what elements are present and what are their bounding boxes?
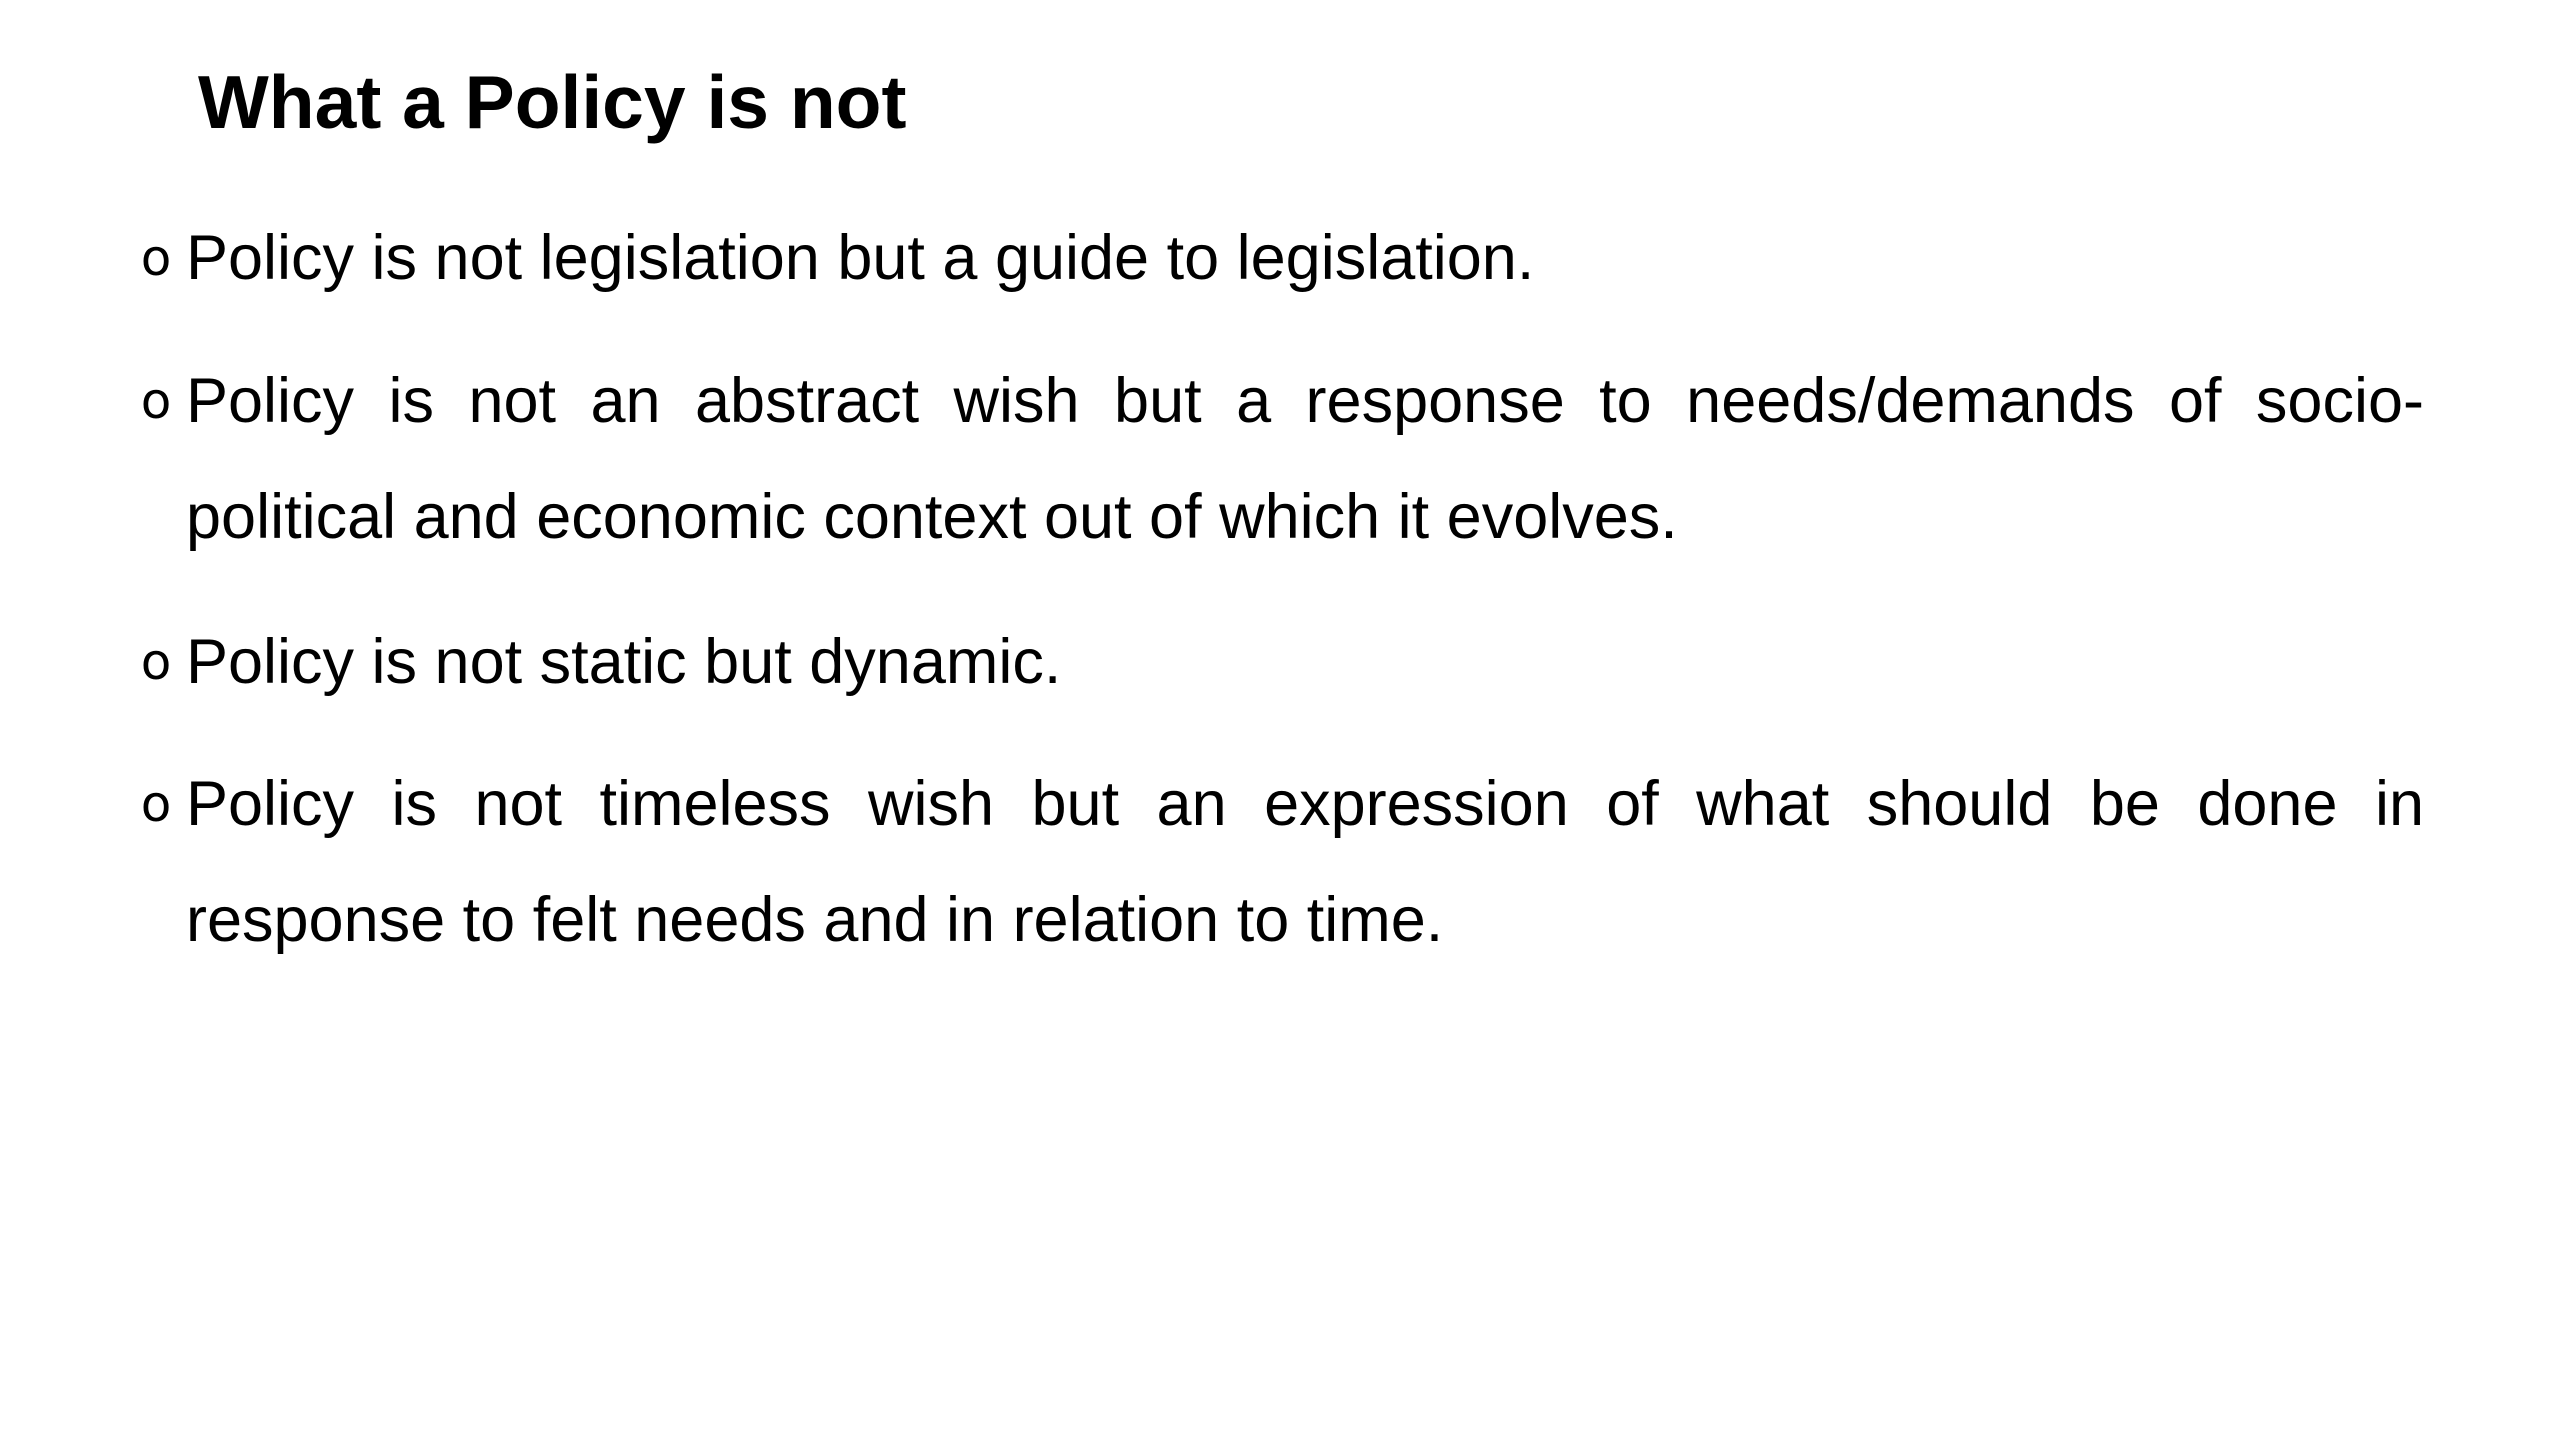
bullet-text: Policy is not timeless wish but an expression of what should be done in response to felt needs and in relation to time.	[186, 769, 2424, 955]
hollow-circle-bullet-icon: o	[140, 372, 172, 430]
hollow-circle-bullet-icon: o	[140, 229, 172, 287]
hollow-circle-bullet-icon: o	[140, 775, 172, 833]
bullet-text: Policy is not an abstract wish but a response to needs/demands of socio-political and economic context out of which it evolves.	[186, 366, 2424, 552]
bullet-text: Policy is not legislation but a guide to legislation.	[186, 223, 1535, 293]
bullet-text: Policy is not static but dynamic.	[186, 627, 1062, 697]
hollow-circle-bullet-icon: o	[140, 633, 172, 691]
slide-title: What a Policy is not	[198, 60, 907, 144]
